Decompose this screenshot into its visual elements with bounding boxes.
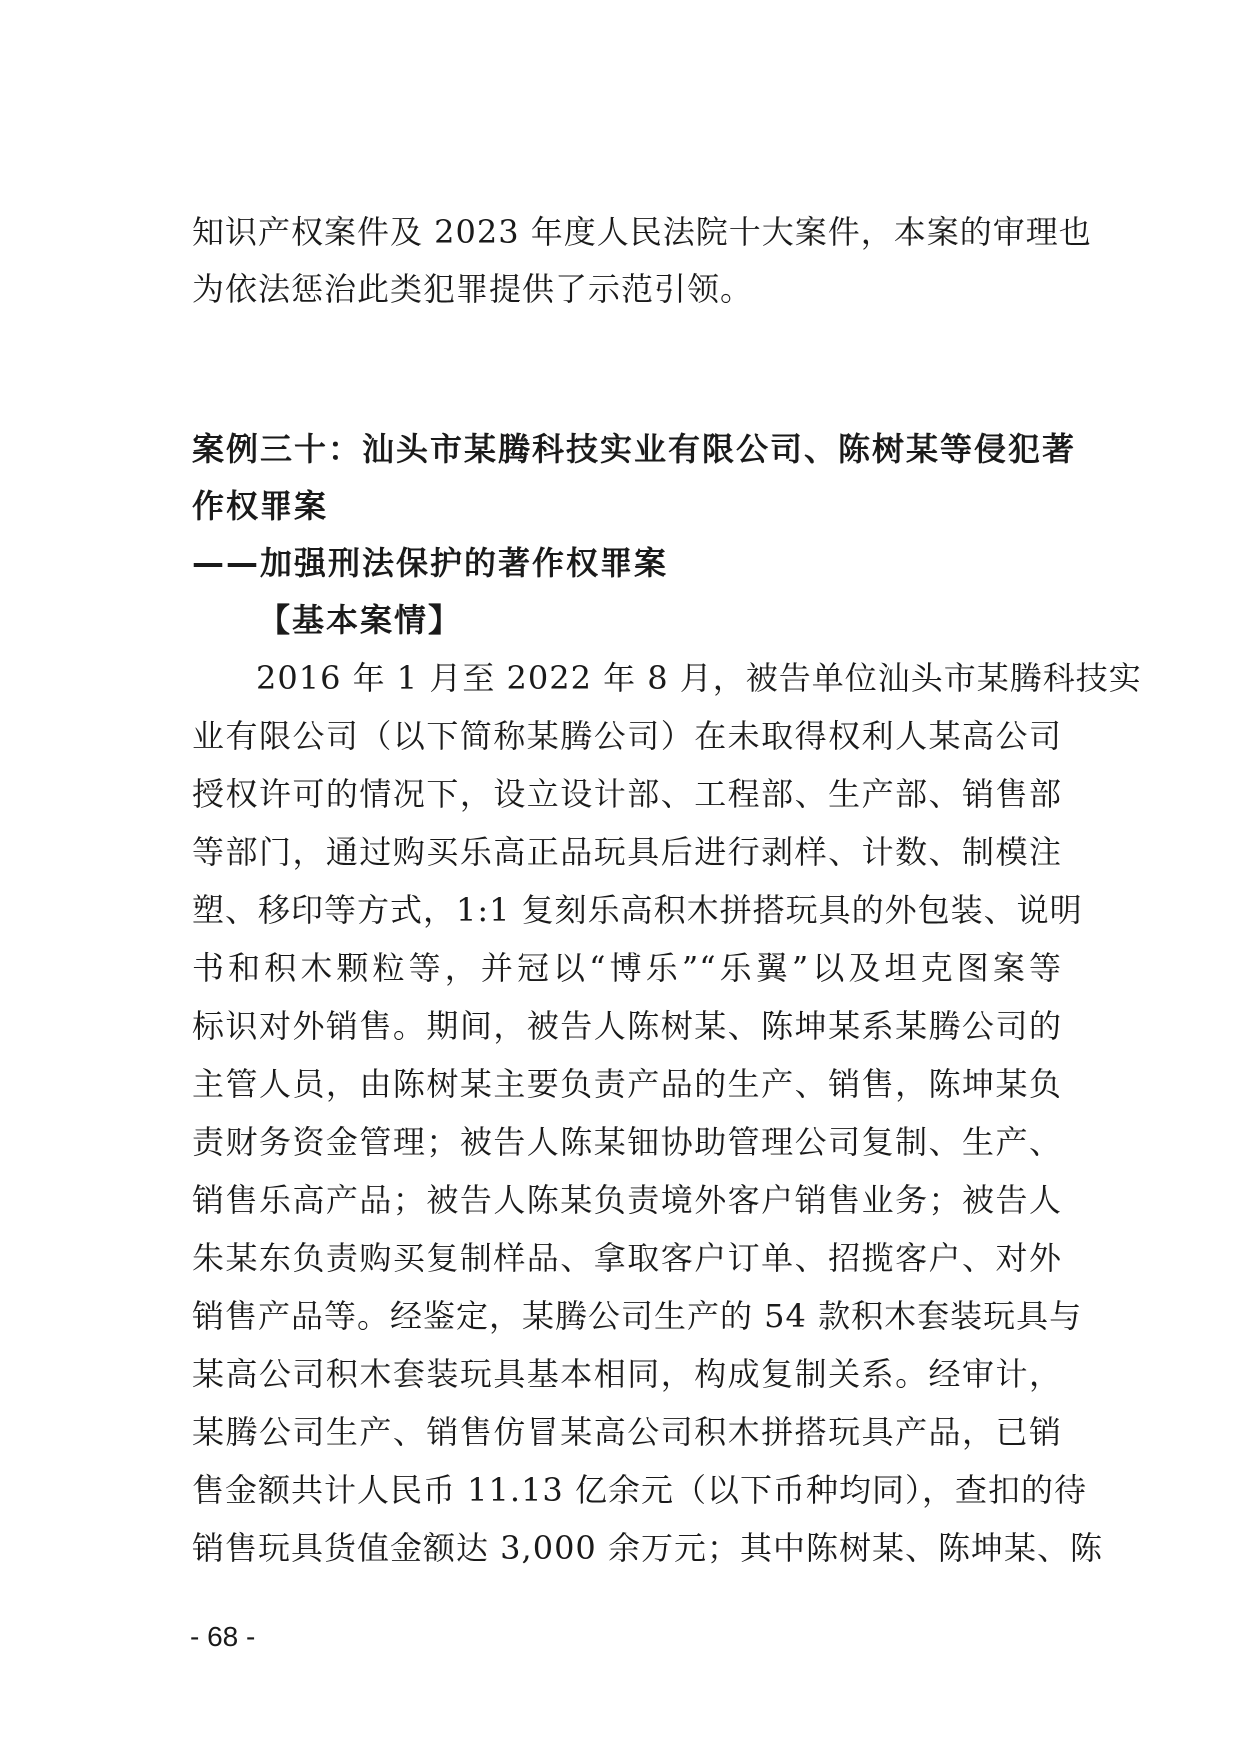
body-line-1: 2016 年 1 月至 2022 年 8 月，被告单位汕头市某腾科技实	[256, 659, 1142, 697]
body-line-2: 业有限公司（以下简称某腾公司）在未取得权利人某高公司	[192, 717, 1062, 755]
body-line-4: 等部门，通过购买乐高正品玩具后进行剥样、计数、制模注	[192, 833, 1062, 871]
body-line-12: 销售产品等。经鉴定，某腾公司生产的 54 款积木套装玩具与	[192, 1297, 1083, 1335]
case-title-line-2: 作权罪案	[192, 487, 329, 525]
body-line-10: 销售乐高产品；被告人陈某负责境外客户销售业务；被告人	[192, 1181, 1062, 1219]
intro-line-1: 知识产权案件及 2023 年度人民法院十大案件，本案的审理也	[192, 213, 1092, 251]
body-line-5: 塑、移印等方式，1:1 复刻乐高积木拼搭玩具的外包装、说明	[192, 891, 1083, 929]
body-line-14: 某腾公司生产、销售仿冒某高公司积木拼搭玩具产品，已销	[192, 1413, 1062, 1451]
body-line-3: 授权许可的情况下，设立设计部、工程部、生产部、销售部	[192, 775, 1062, 813]
case-subtitle: ——加强刑法保护的著作权罪案	[192, 544, 669, 582]
body-line-6: 书和积木颗粒等，并冠以“博乐”“乐翼”以及坦克图案等	[192, 949, 1062, 987]
page-number: - 68 -	[190, 1621, 256, 1652]
body-line-15: 售金额共计人民币 11.13 亿余元（以下币种均同），查扣的待	[192, 1471, 1087, 1509]
intro-line-2: 为依法惩治此类犯罪提供了示范引领。	[192, 270, 754, 308]
body-line-11: 朱某东负责购买复制样品、拿取客户订单、招揽客户、对外	[192, 1239, 1062, 1277]
body-line-7: 标识对外销售。期间，被告人陈树某、陈坤某系某腾公司的	[192, 1007, 1062, 1045]
body-line-13: 某高公司积木套装玩具基本相同，构成复制关系。经审计，	[192, 1355, 1062, 1393]
body-line-8: 主管人员，由陈树某主要负责产品的生产、销售，陈坤某负	[192, 1065, 1062, 1103]
body-line-16: 销售玩具货值金额达 3,000 余万元；其中陈树某、陈坤某、陈	[192, 1529, 1103, 1567]
section-heading: 【基本案情】	[258, 601, 463, 639]
case-title-line-1: 案例三十：汕头市某腾科技实业有限公司、陈树某等侵犯著	[192, 430, 1077, 468]
body-line-9: 责财务资金管理；被告人陈某钿协助管理公司复制、生产、	[192, 1123, 1062, 1161]
